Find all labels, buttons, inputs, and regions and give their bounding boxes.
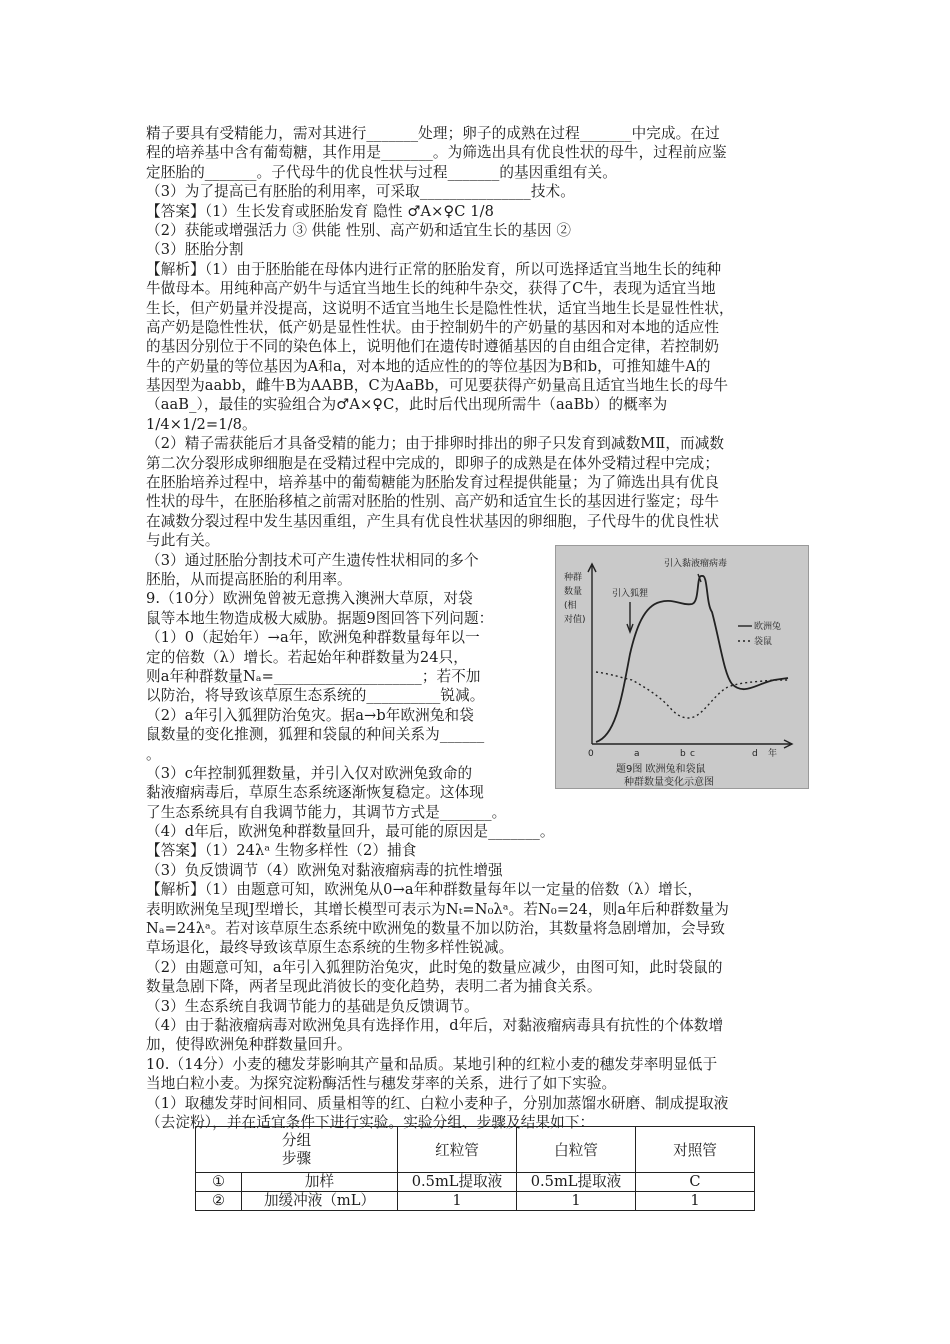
text-line: 则a年种群数量Nₐ=____________________；若不加 bbox=[146, 667, 481, 685]
column-header: 红粒管 bbox=[398, 1127, 517, 1173]
analysis-line: 表明欧洲兔呈现J型增长，其增长模型可表示为Nₜ=N₀λᵃ。若N₀=24，则a年后种群数量为 bbox=[146, 900, 729, 918]
row-step: 加样 bbox=[242, 1173, 398, 1192]
table-header-row bbox=[196, 1127, 755, 1173]
population-figure bbox=[555, 545, 809, 789]
text-line: （1）取穗发芽时间相同、质量相等的红、白粒小麦种子，分别加蒸馏水研磨、制成提取液 bbox=[146, 1094, 729, 1112]
text-line: 以防治，将导致该草原生态系统的__________锐减。 bbox=[146, 687, 485, 705]
text-line: 了生态系统具有自我调节能力，其调节方式是_______。 bbox=[146, 803, 507, 821]
analysis-line: 高产奶是隐性性状，低产奶是显性性状。由于控制奶牛的产奶量的基因和对本地的适应性 bbox=[146, 318, 720, 336]
answer-line: （3）负反馈调节（4）欧洲兔对黏液瘤病毒的抗性增强 bbox=[146, 861, 503, 879]
figure-caption-1: 题9图 欧洲兔和袋鼠 bbox=[616, 764, 706, 775]
y-axis-label-2: 数量 bbox=[564, 587, 583, 597]
table-row bbox=[196, 1173, 755, 1192]
x-tick-0: 0 bbox=[588, 749, 594, 759]
text-line: （3）为了提高已有胚胎的利用率，可采取_______________技术。 bbox=[146, 183, 575, 201]
analysis-line: （4）由于黏液瘤病毒对欧洲兔具有选择作用，d年后，对黏液瘤病毒具有抗性的个体数增 bbox=[146, 1016, 724, 1034]
header-group: 分组 bbox=[281, 1131, 312, 1149]
text-line: （2）a年引入狐狸防治兔灾。据a→b年欧洲兔和袋 bbox=[146, 706, 474, 724]
analysis-line: 与此有关。 bbox=[146, 532, 220, 550]
analysis-line: 牛做母本。用纯种高产奶牛与适宜当地生长的纯种牛杂交，获得了C牛，表现为适宜当地 bbox=[146, 280, 716, 298]
x-axis-unit: 年 bbox=[768, 749, 778, 759]
figure-caption-2: 种群数量变化示意图 bbox=[624, 777, 714, 788]
table-cell: 1 bbox=[398, 1192, 517, 1211]
table-row bbox=[196, 1192, 755, 1211]
question-title: 10.（14分）小麦的穗发芽影响其产量和品质。某地引种的红粒小麦的穗发芽率明显低于 bbox=[146, 1055, 718, 1073]
row-number: ① bbox=[196, 1173, 242, 1192]
y-axis-label-1: 种群 bbox=[564, 573, 583, 583]
table-cell: 1 bbox=[636, 1192, 755, 1211]
text-line: （4）d年后，欧洲兔种群数量回升，最可能的原因是_______。 bbox=[146, 823, 555, 841]
text-line: 鼠数量的变化推测，狐狸和袋鼠的种间关系为______ bbox=[146, 726, 485, 744]
table-cell: C bbox=[636, 1173, 755, 1192]
answer-line: （2）获能或增强活力 ③ 供能 性别、高产奶和适宜生长的基因 ② bbox=[146, 221, 572, 239]
analysis-line: 数量急剧下降，两者呈现此消彼长的变化趋势，表明二者为捕食关系。 bbox=[146, 978, 602, 996]
legend-rabbit: 欧洲兔 bbox=[754, 622, 782, 632]
analysis-line: 第二次分裂形成卵细胞是在受精过程中完成的，即卵子的成熟是在体外受精过程中完成； bbox=[146, 454, 720, 472]
text-line: （1）0（起始年）→a年，欧洲兔种群数量每年以一 bbox=[146, 629, 480, 647]
text-line: 程的培养基中含有葡萄糖，其作用是_______。为筛选出具有优良性状的母牛，过程前应鉴 bbox=[146, 144, 727, 162]
analysis-line: 草场退化，最终导致该草原生态系统的生物多样性锐减。 bbox=[146, 939, 514, 957]
analysis-line: （2）精子需获能后才具备受精的能力；由于排卵时排出的卵子只发育到减数MⅡ，而减数 bbox=[146, 435, 725, 453]
analysis-line: 【解析】（1）由题意可知，欧洲兔从0→a年种群数量每年以一定量的倍数（λ）增长， bbox=[146, 881, 703, 899]
experiment-table bbox=[195, 1126, 755, 1211]
analysis-line: 生长，但产奶量并没提高，这说明不适宜当地生长是隐性性状，适宜当地生长是显性性状， bbox=[146, 299, 734, 317]
text-block-top bbox=[146, 124, 814, 551]
question-title: 9.（10分）欧洲兔曾被无意携入澳洲大草原，对袋 bbox=[146, 590, 473, 608]
text-block-bottom bbox=[146, 803, 814, 1133]
column-header: 白粒管 bbox=[517, 1127, 636, 1173]
row-number: ② bbox=[196, 1192, 242, 1211]
x-tick-b: b bbox=[680, 749, 686, 759]
text-line: （3）c年控制狐狸数量，并引入仅对欧洲兔致命的 bbox=[146, 764, 473, 782]
analysis-line: 基因型为aabb，雌牛B为AABB，C为AaBb，可见要获得产奶量高且适宜当地生长的母牛 bbox=[146, 377, 729, 395]
analysis-line: 的基因分别位于不同的染色体上，说明他们在遗传时遵循基因的自由组合定律，若控制奶 bbox=[146, 338, 720, 356]
answer-line: （3）胚胎分割 bbox=[146, 241, 244, 259]
legend-kangaroo: 袋鼠 bbox=[754, 637, 773, 647]
text-line: 黏液瘤病毒后，草原生态系统逐渐恢复稳定。这体现 bbox=[146, 784, 484, 802]
analysis-line: 牛的产奶量的等位基因为A和a，对本地的适应性的的等位基因为B和b，可推知雄牛A的 bbox=[146, 357, 711, 375]
analysis-line: 在胚胎培养过程中，培养基中的葡萄糖能为胚胎发育过程提供能量；为了筛选出具有优良 bbox=[146, 474, 720, 492]
analysis-line: 加，使得欧洲兔种群数量回升。 bbox=[146, 1036, 352, 1054]
text-line: （3）通过胚胎分割技术可产生遗传性状相同的多个 bbox=[146, 551, 479, 569]
text-line: 当地白粒小麦。为探究淀粉酶活性与穗发芽率的关系，进行了如下实验。 bbox=[146, 1075, 617, 1093]
text-line: 精子要具有受精能力，需对其进行_______处理；卵子的成熟在过程_______中完成。在过 bbox=[146, 125, 720, 142]
table-corner-header bbox=[196, 1127, 398, 1173]
text-line: （去淀粉），并在适宜条件下进行实验。实验分组、步骤及结果如下： bbox=[146, 1113, 595, 1131]
population-diagram bbox=[556, 546, 808, 788]
header-step: 步骤 bbox=[281, 1149, 312, 1167]
table-cell: 1 bbox=[517, 1192, 636, 1211]
analysis-line: 在减数分裂过程中发生基因重组，产生具有优良性状基因的卵细胞，子代母牛的优良性状 bbox=[146, 512, 720, 530]
table-cell: 0.5mL提取液 bbox=[517, 1173, 636, 1192]
analysis-line: 【解析】（1）由于胚胎能在母体内进行正常的胚胎发育，所以可选择适宜当地生长的纯种 bbox=[146, 260, 722, 278]
column-header: 对照管 bbox=[636, 1127, 755, 1173]
row-step: 加缓冲液（mL） bbox=[242, 1192, 398, 1211]
analysis-line: 性状的母牛，在胚胎移植之前需对胚胎的性别、高产奶和适宜生长的基因进行鉴定；母牛 bbox=[146, 493, 720, 511]
analysis-line: （aaB_），最佳的实验组合为♂A×♀C，此时后代出现所需牛（aaBb）的概率为 bbox=[146, 396, 668, 414]
analysis-line: （2）由题意可知，a年引入狐狸防治兔灾，此时兔的数量应减少，由图可知，此时袋鼠的 bbox=[146, 958, 723, 976]
y-axis-label-3: (相 bbox=[564, 601, 577, 611]
annotation-fox: 引入狐狸 bbox=[612, 589, 649, 599]
analysis-line: Nₐ=24λᵃ。若对该草原生态系统中欧洲兔的数量不加以防治，其数量将急剧增加，会导致 bbox=[146, 920, 726, 938]
text-line: 胚胎，从而提高胚胎的利用率。 bbox=[146, 570, 352, 588]
text-line: 定的倍数（λ）增长。若起始年种群数量为24只， bbox=[146, 648, 468, 666]
x-tick-c: c bbox=[690, 749, 695, 759]
answer-line: 【答案】（1）24λᵃ 生物多样性（2）捕食 bbox=[146, 842, 417, 860]
text-line: 鼠等本地生物造成极大威胁。据题9图回答下列问题： bbox=[146, 609, 494, 627]
x-tick-d: d bbox=[752, 749, 758, 759]
annotation-virus: 引入黏液瘤病毒 bbox=[664, 559, 728, 569]
table-cell: 0.5mL提取液 bbox=[398, 1173, 517, 1192]
rabbit-curve bbox=[596, 576, 788, 742]
answer-line: 【答案】（1）生长发育或胚胎发育 隐性 ♂A×♀C 1/8 bbox=[146, 202, 495, 220]
x-tick-a: a bbox=[634, 749, 640, 759]
analysis-line: （3）生态系统自我调节能力的基础是负反馈调节。 bbox=[146, 997, 479, 1015]
text-line: 。 bbox=[146, 745, 161, 763]
text-line: 定胚胎的_______。子代母牛的优良性状与过程_______的基因重组有关。 bbox=[146, 163, 617, 181]
analysis-line: 1/4×1/2=1/8。 bbox=[146, 415, 257, 433]
y-axis-label-4: 对值) bbox=[564, 615, 586, 625]
